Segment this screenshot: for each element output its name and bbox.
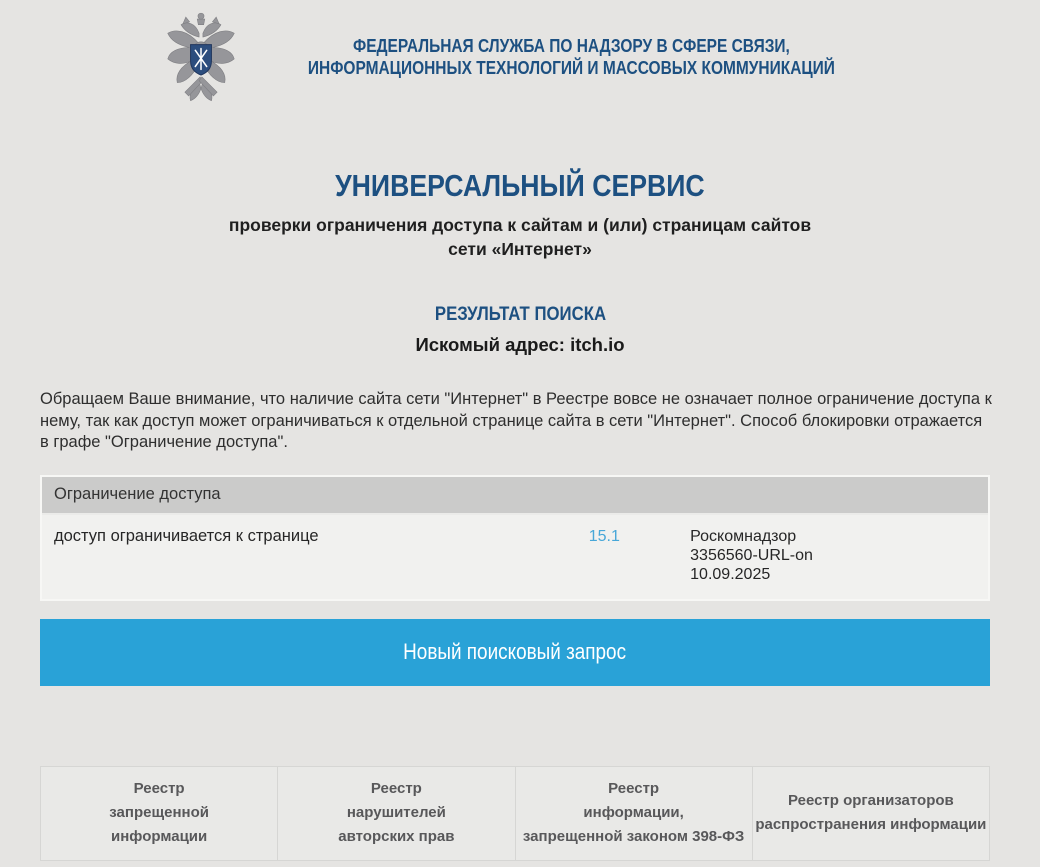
restriction-type-cell: доступ ограничивается к странице (54, 526, 319, 545)
footer-link-information-distributors-registry[interactable]: Реестр организаторов распространения информации (752, 766, 990, 861)
agency-eagle-emblem-icon (163, 11, 239, 103)
article-cell (589, 527, 690, 584)
footer-link-banned-info-registry[interactable]: Реестр запрещенной информации (40, 766, 278, 861)
new-search-button[interactable]: Новый поисковый запрос (40, 619, 990, 686)
agency-name-line2: ИНФОРМАЦИОННЫХ ТЕХНОЛОГИЙ И МАССОВЫХ КОММУНИКАЦИЙ (307, 58, 835, 78)
page-subtitle-line1: проверки ограничения доступа к сайтам и (или) страницам сайтов (228, 215, 812, 235)
page-title: УНИВЕРСАЛЬНЫЙ СЕРВИС (335, 168, 705, 203)
column-header-access-restriction: Ограничение доступа (42, 477, 988, 515)
table-row (42, 515, 988, 599)
main-content (0, 168, 1040, 686)
page-subtitle (0, 213, 1040, 261)
agency-name-line1: ФЕДЕРАЛЬНАЯ СЛУЖБА ПО НАДЗОРУ В СФЕРЕ СВЯЗИ, (352, 36, 790, 56)
page-subtitle-line2: сети «Интернет» (448, 239, 592, 259)
authority-cell (690, 527, 976, 584)
decision-date: 10.09.2025 (690, 565, 771, 583)
record-id: 3356560-URL-on (690, 546, 813, 564)
agency-name (265, 35, 878, 79)
authority-name: Роскомнадзор (690, 527, 797, 545)
notice-paragraph: Обращаем Ваше внимание, что наличие сайта сети "Интернет" в Реестре вовсе не означает полное ограничение доступа к нему, так как доступ может ограничиваться к отдельной странице сайта в сети "Интернет". Способ блокировки отражается в графе "Ограничение доступа". (40, 390, 992, 451)
footer-registry-links (40, 766, 990, 861)
restrictions-table (40, 475, 990, 601)
article-link[interactable]: 15.1 (588, 527, 620, 545)
footer-link-398-fz-registry[interactable]: Реестр информации, запрещенной законом 398-ФЗ (515, 766, 753, 861)
search-result-heading: РЕЗУЛЬТАТ ПОИСКА (434, 303, 606, 325)
footer-link-copyright-violators-registry[interactable]: Реестр нарушителей авторских прав (277, 766, 515, 861)
site-header (0, 0, 1040, 110)
searched-address: Искомый адрес: itch.io (415, 334, 625, 355)
